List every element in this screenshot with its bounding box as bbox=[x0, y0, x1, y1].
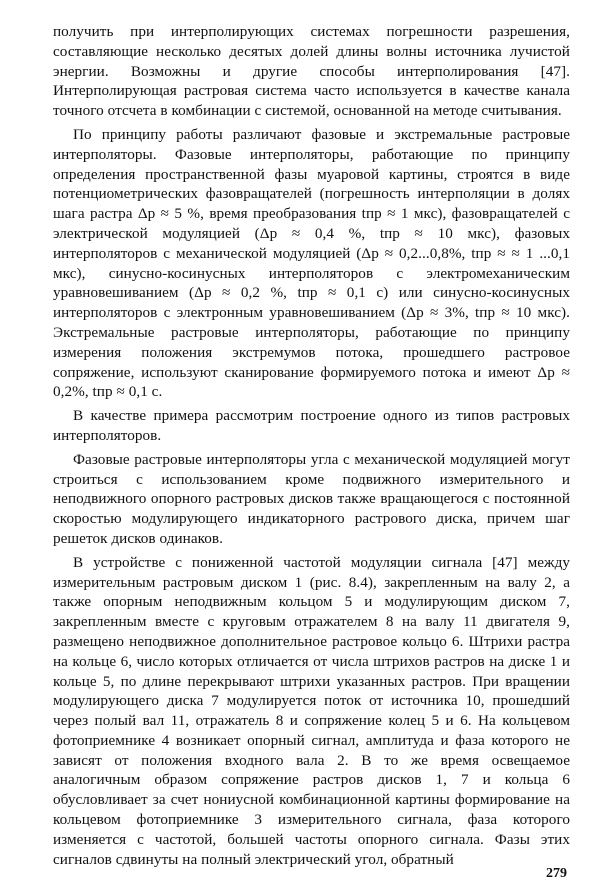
page-number: 279 bbox=[546, 866, 567, 881]
paragraph-device-description: В устройстве с пониженной частотой модуляции сигнала [47] между измерительным растровым диском 1 (рис. 8.4), закрепленным на валу 2, а также опорным неподвижным кольцом 5 и модулирующим диском 7, закрепленным вместе с круговым отражателем 8 на валу 11 двигателя 9, размещено неподвижное дополнительное растровое кольцо 6. Штрихи растра на кольце 6, число которых отличается от числа штрихов растров на диске 1 и кольце 5, по длине перекрывают штрихи указанных растров. При вращении модулирующего диска 7 модулируется поток от источника 10, прошедший через полый вал 11, отражатель 8 и сопряжение колец 5 и 6. На кольцевом фотоприемнике 4 возникает опорный сигнал, амплитуда и фаза которого не зависят от положения входного вала 2. В то же время освещаемое аналогичным образом сопряжение растров дисков 1, 7 и кольца 6 обусловливает за счет нониусной комбинационной картины формирование на кольцевом фотоприемнике 3 измерительного сигнала, фаза которого изменяется с частотой, большей частоты опорного сигнала. Фазы этих сигналов сдвинуты на полный электрический угол, обратный bbox=[53, 553, 570, 868]
paragraph-example: В качестве примера рассмотрим построение одного из типов растровых интерполяторов. bbox=[53, 407, 570, 444]
paragraph-phase-interpolators: По принципу работы различают фазовые и экстремальные растровые интерполяторы. Фазовые интерполяторы, работающие по принципу определения пространственной фазы муаровой картины, строятся в виде потенциометрических фазовращателей (погрешность интерполяции в долях шага растра Δр ≈ 5 %, время преобразования tпр ≈ 1 мкс), фазовращателей с электрической модуляцией (Δр ≈ 0,4 %, tпр ≈ 10 мкс), фазовых интерполяторов с механической модуляцией (Δр ≈ 0,2...0,8%, tпр ≈ ≈ 1 ...0,1 мкс), синусно-косинусных интерполяторов с электромеханическим уравновешиванием (Δр ≈ 0,2 %, tпр ≈ 0,1 с) или синусно-косинусных интерполяторов с электронным уравновешиванием (Δр ≈ 3%, tпр ≈ 10 мкс). Экстремальные растровые интерполяторы, работающие по принципу измерения положения экстремумов потока, прошедшего растровое сопряжение, используют сканирование формируемого потока и имеют Δр ≈ 0,2%, tпр ≈ 0,1 с. bbox=[53, 125, 570, 401]
paragraph-intro: получить при интерполирующих системах погрешности разрешения, составляющие несколько десятых долей длины волны источника лучистой энергии. Возможны и другие способы интерполирования [47]. Интерполирующая растровая система часто используется в качестве канала точного отсчета в комбинации с системой, основанной на методе считывания. bbox=[53, 23, 570, 120]
paragraph-mechanical-modulation: Фазовые растровые интерполяторы угла с механической модуляцией могут строиться с использованием кроме подвижного измерительного и неподвижного опорного растровых дисков также вращающегося с постоянной скоростью модулирующего индикаторного растрового диска, причем шаг решеток дисков одинаков. bbox=[53, 450, 570, 547]
